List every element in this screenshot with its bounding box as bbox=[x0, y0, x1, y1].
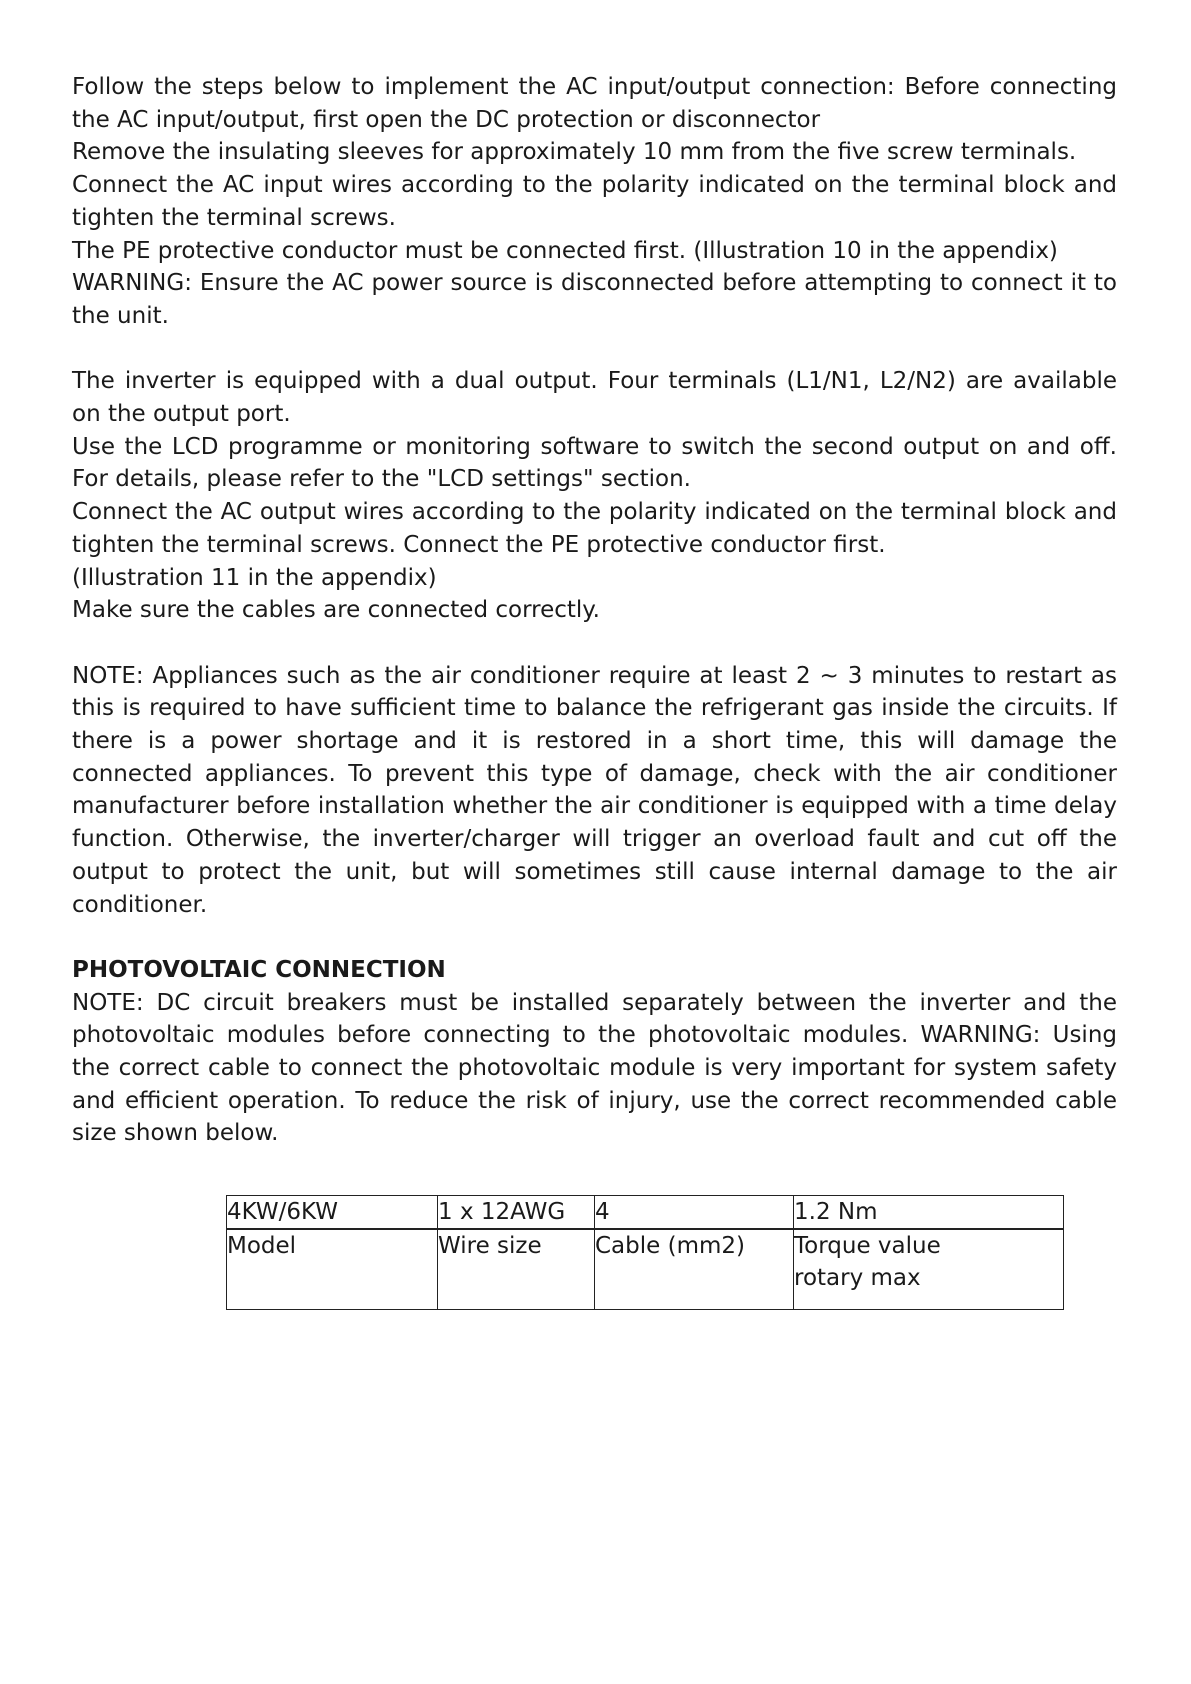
table-row bbox=[227, 1229, 1064, 1310]
spacer bbox=[72, 333, 1117, 366]
lcd-switch-instructions: Use the LCD programme or monitoring software to switch the second output on and off. For details, please refer to the "LCD settings" section. bbox=[72, 433, 1117, 493]
dual-output-intro: The inverter is equipped with a dual output. Four terminals (L1/N1, L2/N2) are available on the output port. bbox=[72, 368, 1117, 428]
ac-step-pe-first: The PE protective conductor must be connected first. (Illustration 10 in the appendix) bbox=[72, 237, 1058, 264]
connect-output-wires: Connect the AC output wires according to the polarity indicated on the terminal block and tighten the terminal screws. Connect the PE protective conductor first. bbox=[72, 499, 1117, 558]
ac-step-intro: Follow the steps below to implement the AC input/output connection: Before connecting the AC input/output, first open the DC protection or disconnector bbox=[72, 74, 1117, 133]
table-cell-cable-value: 4 bbox=[595, 1196, 794, 1230]
dual-output-paragraph bbox=[72, 365, 1117, 627]
table-row bbox=[227, 1196, 1064, 1230]
ac-step-remove-sleeves: Remove the insulating sleeves for approximately 10 mm from the five screw terminals. bbox=[72, 139, 1077, 166]
document-page bbox=[72, 71, 1117, 1150]
table-cell-wire-size-value: 1 x 12AWG bbox=[438, 1196, 595, 1230]
spacer bbox=[72, 627, 1117, 660]
illustration-11-reference: (Illustration 11 in the appendix) bbox=[72, 564, 437, 591]
table-header-wire-size: Wire size bbox=[438, 1229, 595, 1310]
cable-size-table bbox=[226, 1195, 1064, 1310]
table-header-model: Model bbox=[227, 1229, 438, 1310]
check-cables-note: Make sure the cables are connected correctly. bbox=[72, 597, 600, 624]
table-cell-torque-value: 1.2 Nm bbox=[794, 1196, 1064, 1230]
table-cell-model-value: 4KW/6KW bbox=[227, 1196, 438, 1230]
ac-warning: WARNING: Ensure the AC power source is disconnected before attempting to connect it to the unit. bbox=[72, 270, 1117, 329]
spacer bbox=[72, 921, 1117, 954]
table-header-cable: Cable (mm2) bbox=[595, 1229, 794, 1310]
photovoltaic-heading: PHOTOVOLTAIC CONNECTION bbox=[72, 956, 446, 983]
photovoltaic-note: NOTE: DC circuit breakers must be installed separately between the inverter and the photovoltaic modules before connecting to the photovoltaic modules. WARNING: Using the correct cable to connect the photovoltaic module is very important for system safety and efficient operation. To reduce the risk of injury, use the correct recommended cable size shown below. bbox=[72, 989, 1117, 1147]
ac-step-connect-input: Connect the AC input wires according to the polarity indicated on the terminal block and tighten the terminal screws. bbox=[72, 172, 1117, 231]
ac-connection-steps-paragraph bbox=[72, 71, 1117, 333]
table-header-torque: Torque value rotary max bbox=[794, 1229, 1064, 1310]
air-conditioner-note: NOTE: Appliances such as the air conditioner require at least 2 ~ 3 minutes to restart as this is required to have sufficient time to balance the refrigerant gas inside the circuits. If there is a power shortage and it is restored in a short time, this will damage the connected appliances. To prevent this type of damage, check with the air conditioner manufacturer before installation whether the air conditioner is equipped with a time delay function. Otherwise, the inverter/charger will trigger an overload fault and cut off the output to protect the unit, but will sometimes still cause internal damage to the air conditioner. bbox=[72, 662, 1117, 918]
